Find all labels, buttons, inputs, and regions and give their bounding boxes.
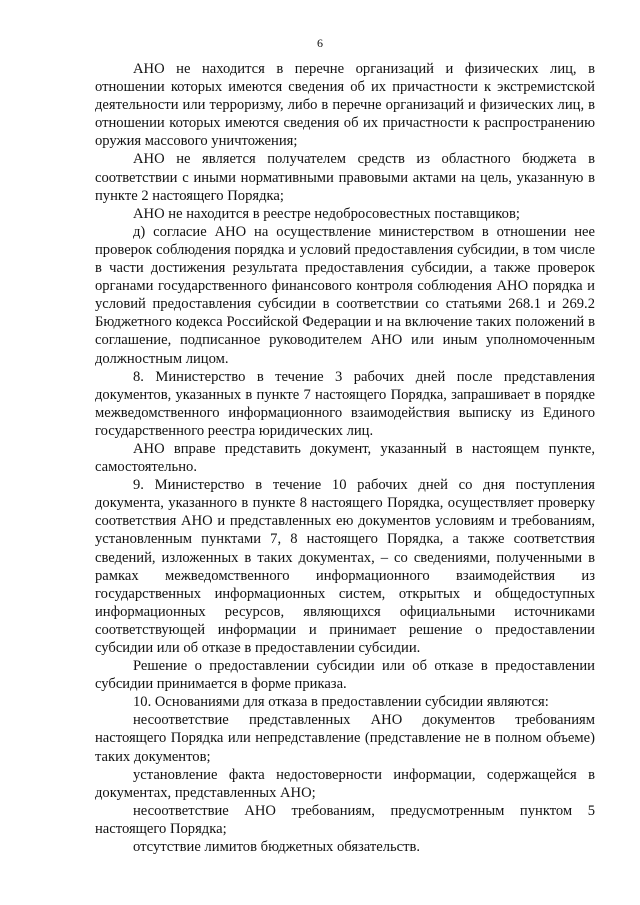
paragraph: АНО вправе представить документ, указанный в настоящем пункте, самостоятельно. <box>95 440 595 476</box>
paragraph: АНО не является получателем средств из областного бюджета в соответствии с иными нормативными правовыми актами на цель, указанную в пункте 2 настоящего Порядка; <box>95 151 595 204</box>
paragraph: 10. Основаниями для отказа в предоставлении субсидии являются: <box>133 694 549 711</box>
paragraph: д) согласие АНО на осуществление министерством в отношении нее проверок соблюдения порядка и условий предоставления субсидии, в том числе в части достижения результата предоставления субсидии, а также проверок органами государственного финансового контроля соблюдения АНО порядка и условий предоставления субсидии в соответствии со статьями 268.1 и 269.2 Бюджетного кодекса Российской Федерации и на включение таких положений в соглашение, подписанное руководителем АНО или иным уполномоченным должностным лицом. <box>95 223 595 367</box>
paragraph: установление факта недостоверности информации, содержащейся в документах, представленных АНО; <box>95 766 595 801</box>
paragraph: Решение о предоставлении субсидии или об отказе в предоставлении субсидии принимается в форме приказа. <box>95 658 595 693</box>
page-number: 6 <box>317 36 323 50</box>
paragraph: АНО не находится в реестре недобросовестных поставщиков; <box>133 205 520 222</box>
paragraph: 8. Министерство в течение 3 рабочих дней после представления документов, указанных в пункте 7 настоящего Порядка, запрашивает в порядке межведомственного информационного взаимодействия выписку из Единого государственного реестра юридических лиц. <box>95 368 595 439</box>
paragraph: несоответствие АНО требованиям, предусмотренным пунктом 5 настоящего Порядка; <box>95 802 595 837</box>
paragraph: отсутствие лимитов бюджетных обязательств. <box>133 839 421 856</box>
paragraph: несоответствие представленных АНО документов требованиям настоящего Порядка или непредставление (представление не в полном объеме) таких документов; <box>95 712 595 765</box>
paragraph: АНО не находится в перечне организаций и физических лиц, в отношении которых имеются сведения об их причастности к экстремистской деятельности или терроризму, либо в перечне организаций и физических лиц, в отношении которых имеются сведения об их причастности к распространению оружия массового уничтожения; <box>95 61 595 150</box>
paragraph: 9. Министерство в течение 10 рабочих дней со дня поступления документа, указанного в пункте 8 настоящего Порядка, осуществляет проверку соответствия АНО и представленных ею документов условиям и требованиям, установленным пунктами 7, 8 настоящего Порядка, а также соответствия сведений, изложенных в таких документах, – со сведениями, полученными в рамках межведомственного информационного взаимодействия из государственных информационных систем, открытых и общедоступных информационных ресурсов, являющихся официальными источниками соответствующей информации и принимает решение о предоставлении субсидии или об отказе в предоставлении субсидии. <box>95 477 595 656</box>
document-body <box>95 60 595 856</box>
